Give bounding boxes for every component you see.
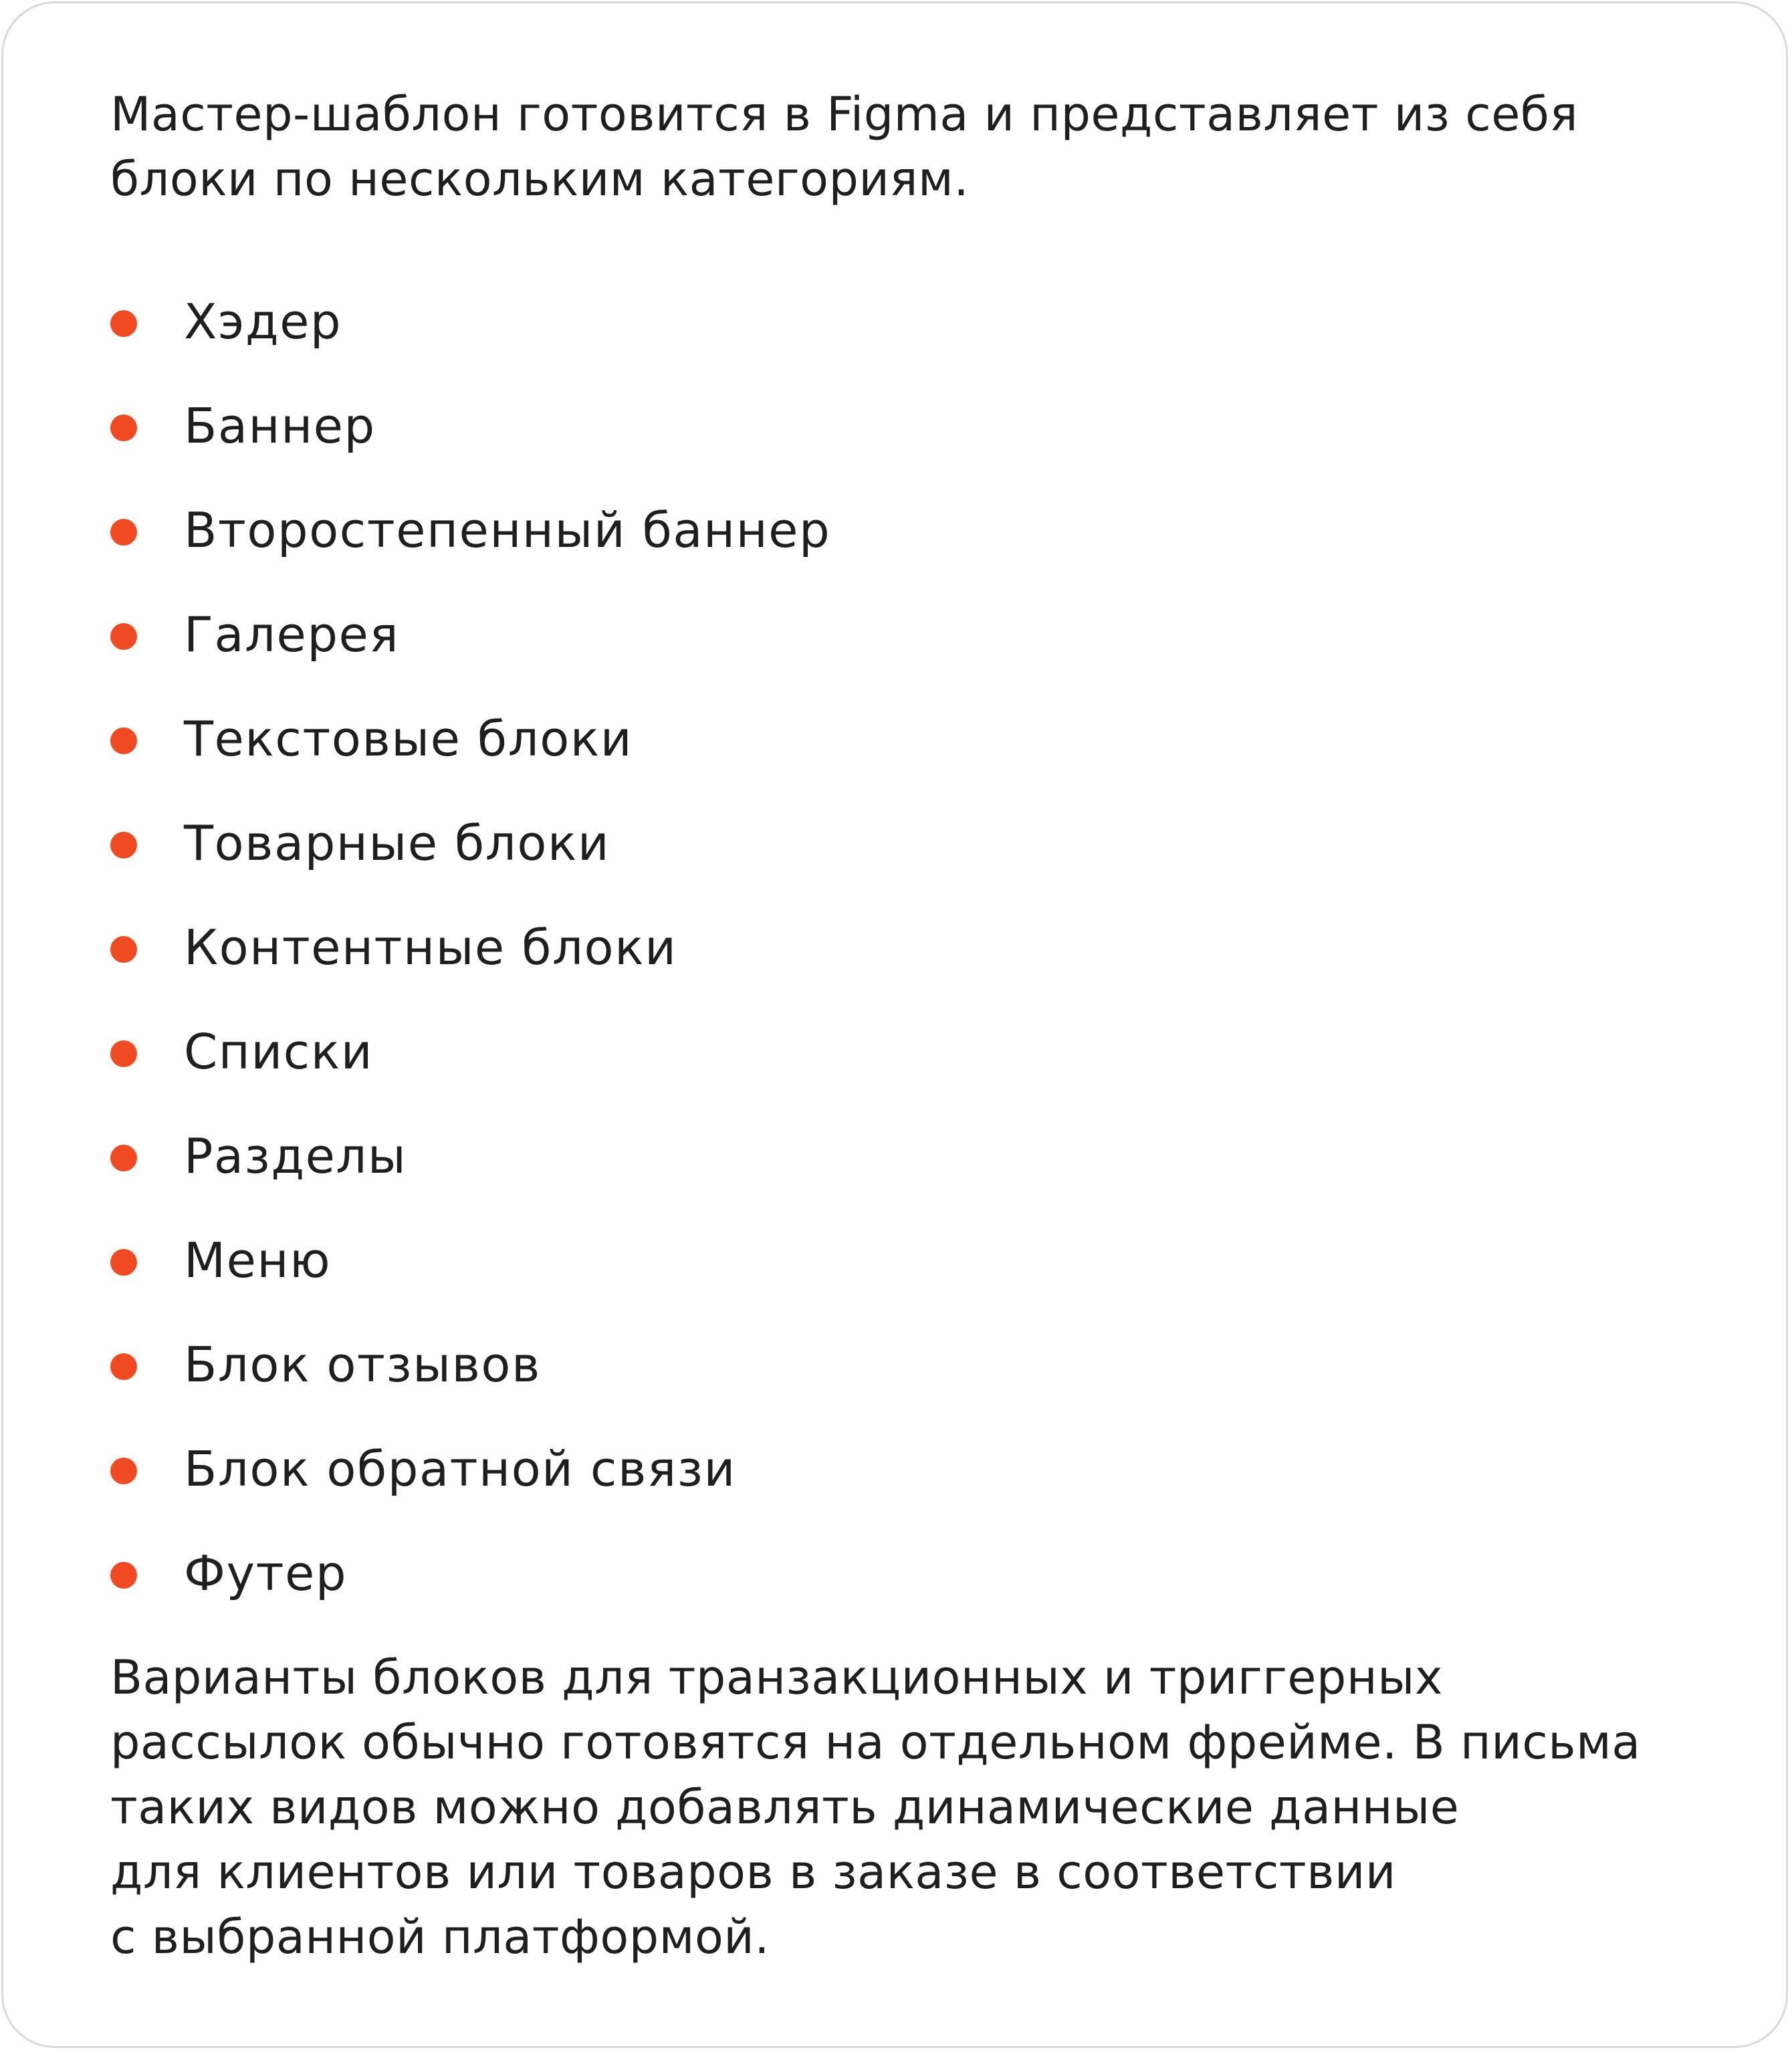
list-item (110, 1428, 830, 1532)
bullet-dot-icon (110, 1458, 137, 1484)
list-item (110, 1115, 830, 1219)
bullet-dot-icon (110, 519, 137, 546)
list-item-label: Футер (184, 1545, 348, 1601)
bullet-dot-icon (110, 936, 137, 963)
list-item (110, 1219, 830, 1323)
card-content (110, 82, 1702, 1964)
outro-paragraph: Варианты блоков для транзакционных и триггерных рассылок обычно готовятся на отдельном фрейме. В письма таких видов можно добавлять динамические данные для клиентов или товаров в заказе в соответствии с выбранной платформой. (110, 1650, 1641, 1964)
content-card (1, 1, 1788, 2048)
bullet-dot-icon (110, 1353, 137, 1380)
list-item-label: Баннер (184, 398, 376, 454)
list-item-label: Товарные блоки (184, 815, 610, 871)
list-item (110, 280, 830, 384)
bullet-dot-icon (110, 832, 137, 859)
bullet-dot-icon (110, 1145, 137, 1171)
bullet-dot-icon (110, 310, 137, 337)
list-item-label: Хэдер (184, 294, 342, 350)
list-item-label: Списки (184, 1024, 374, 1080)
list-item (110, 1010, 830, 1115)
bullet-dot-icon (110, 623, 137, 650)
list-item-label: Текстовые блоки (184, 711, 633, 767)
list-item-label: Второстепенный баннер (184, 502, 831, 558)
bullet-dot-icon (110, 1040, 137, 1067)
list-item-label: Блок обратной связи (184, 1441, 736, 1497)
intro-paragraph: Мастер-шаблон готовится в Figma и представляет из себя блоки по нескольким категориям. (110, 87, 1579, 207)
list-item-label: Блок отзывов (184, 1337, 541, 1393)
list-item (110, 697, 830, 802)
list-item-label: Галерея (184, 606, 400, 663)
list-item (110, 489, 830, 593)
list-item (110, 1532, 830, 1636)
list-item (110, 384, 830, 489)
list-item-label: Разделы (184, 1128, 407, 1184)
list-item (110, 593, 830, 697)
list-item-label: Меню (184, 1232, 332, 1288)
bullet-dot-icon (110, 1562, 137, 1589)
list-item (110, 1323, 830, 1428)
list-item (110, 802, 830, 906)
bullet-dot-icon (110, 727, 137, 754)
bullet-dot-icon (110, 415, 137, 441)
category-list (110, 280, 830, 1636)
list-item (110, 906, 830, 1010)
list-item-label: Контентные блоки (184, 919, 677, 976)
bullet-dot-icon (110, 1249, 137, 1276)
